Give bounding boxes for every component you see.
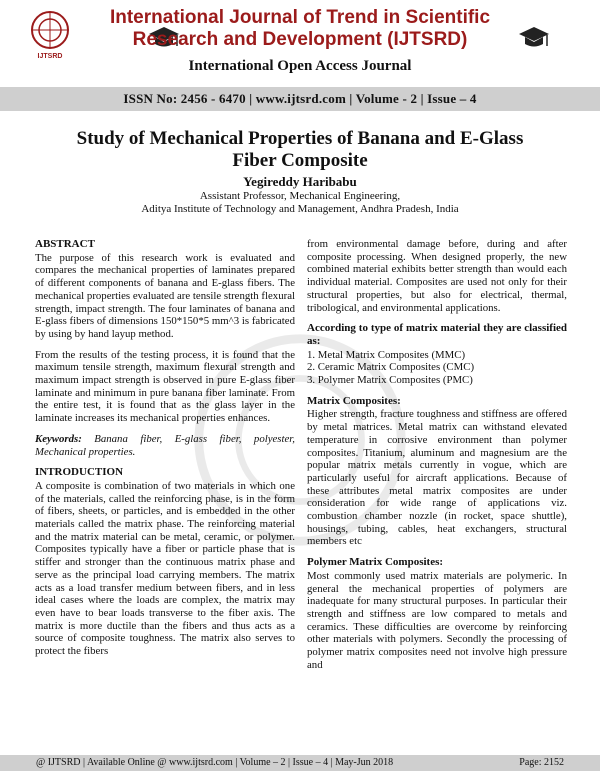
introduction-paragraph: A composite is combination of two materials in which one of the materials, called the reinforcing phase, is in the form of fibers, sheets, or particles, and is embedded in the other materials called the matrix phase. The reinforcing material and the matrix material can be metal, ceramic, or polymer. Composites typically have a fiber or particle phase that is stiffer and stronger than the continuous matrix phase and serve as the principal load carrying members. The matrix acts as a load transfer medium between fibers, and in less ideal cases where the loads are complex, the matrix may even have to bear loads transverse to the fiber axis. The matrix is more ductile than the fibers and thus acts as a source of composite toughness. The matrix also serves to protect the fibers: [35, 479, 295, 658]
paper-title-line2: Fiber Composite: [232, 150, 368, 171]
footer-left: @ IJTSRD | Available Online @ www.ijtsrd.com | Volume – 2 | Issue – 4 | May-Jun 2018: [36, 757, 394, 768]
page-footer: [0, 755, 600, 771]
list-item: 1. Metal Matrix Composites (MMC): [307, 348, 466, 361]
ijtsrd-logo-icon: [20, 8, 80, 66]
matrix-type-heading-text: According to type of matrix material they are classified as: [307, 322, 567, 347]
paper-title-line1: Study of Mechanical Properties of Banana and E-Glass: [76, 128, 524, 149]
keywords-label: Keywords:: [35, 432, 82, 445]
keywords: [35, 433, 295, 458]
introduction-heading: INTRODUCTION: [35, 466, 124, 479]
journal-title-line1: International Journal of Trend in Scientific: [109, 7, 491, 28]
right-paragraph-1: from environmental damage before, during and after composite processing. When designed properly, the new combined material exhibits better strength than would each individual material. Composites are used not only for their structural properties, but also for electrical, thermal, tribological, and environmental applications.: [307, 238, 567, 314]
issn-bar: ISSN No: 2456 - 6470 | www.ijtsrd.com | Volume - 2 | Issue – 4: [0, 87, 600, 111]
matrix-type-heading: According to type of matrix material they are classified as:: [307, 322, 567, 347]
author-name: Yegireddy Haribabu: [243, 174, 357, 189]
abstract-heading: ABSTRACT: [35, 238, 95, 250]
left-column: [35, 238, 295, 666]
journal-header: [0, 0, 600, 88]
pmc-paragraph: Most commonly used matrix materials are polymeric. In general the mechanical properties of polymers are inadequate for many structural purposes. In particular their strength and stiffness are low compared to metals and ceramics. These difficulties are overcome by reinforcing other materials with polymers. Secondly the processing of polymer matrix composites need not involve high pressure and: [307, 569, 567, 671]
journal-title-line2: Research and Development (IJTSRD): [132, 29, 468, 50]
paper-title: [40, 128, 560, 172]
author-affiliation-1: Assistant Professor, Mechanical Engineering,: [199, 190, 401, 202]
graduation-cap-icon: [518, 24, 550, 52]
list-item: 2. Ceramic Matrix Composites (CMC): [307, 361, 475, 374]
list-item: 3. Polymer Matrix Composites (PMC): [307, 374, 473, 387]
abstract-paragraph-1: The purpose of this research work is evaluated and compares the mechanical properties of laminates prepared of different components of banana and E-glass fibers. The mechanical properties evaluated are tensile strength flexural strength, impact strength. The four laminates of banana and E-glass fibers of dimensions 150*150*5 mm^3 is fabricated by using by hand layup method.: [35, 251, 295, 340]
mmc-heading: Matrix Composites:: [307, 394, 401, 407]
right-column: [307, 238, 567, 680]
footer-page-number: Page: 2152: [519, 757, 564, 768]
pmc-heading-text: Polymer Matrix Composites: [307, 556, 440, 569]
abstract-paragraph-2: From the results of the testing process, it is found that the maximum tensile strength, maximum flexural strength and maximum impact strength is observed in pure E-glass fiber laminate and minimum in pure banana fiber laminate. From the entire test, it is found that as the glass layer in the laminate increases its mechanical properties enhances.: [35, 348, 295, 425]
author-affiliation-2: Aditya Institute of Technology and Management, Andhra Pradesh, India: [141, 203, 459, 215]
keywords-text: Banana fiber, E-glass fiber, polyester, Mechanical properties.: [35, 432, 295, 458]
journal-subtitle: International Open Access Journal: [188, 58, 412, 74]
pmc-heading: Polymer Matrix Composites:: [307, 556, 444, 569]
matrix-type-list: [307, 349, 567, 387]
mmc-paragraph: Higher strength, fracture toughness and stiffness are offered by metal matrices. Metal matrix can withstand elevated temperature in corrosive environment than polymer composites. Titanium, aluminum and magnesium are the popular matrix metals currently in vogue, which are particularly useful for aircraft applications. Because of these attributes metal matrix composites are under consideration for wide range of applications viz. combustion chamber nozzle (in rocket, space shuttle), housings, tubing, cables, heat exchangers, structural members etc: [307, 408, 567, 548]
svg-text:IJTSRD: IJTSRD: [37, 53, 63, 60]
